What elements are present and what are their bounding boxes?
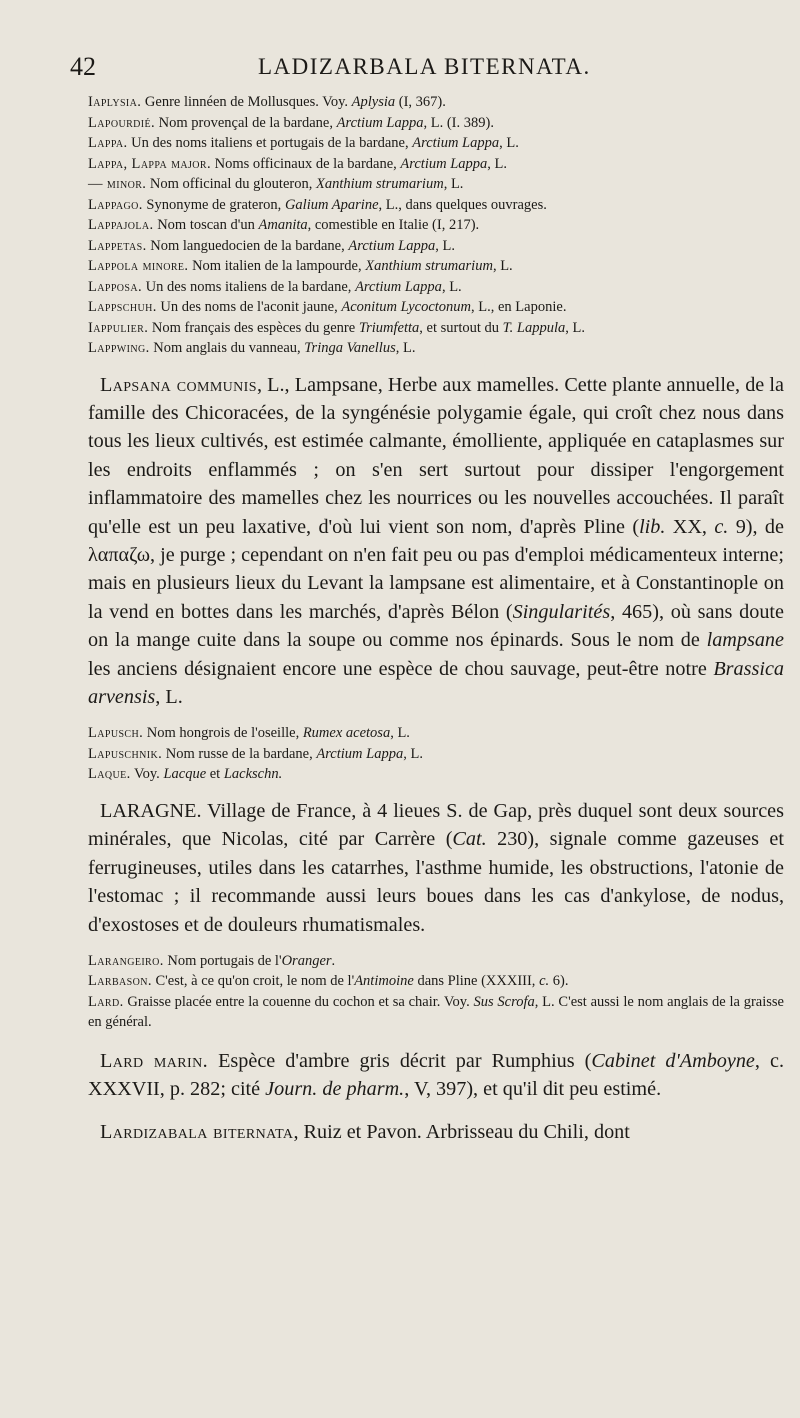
dictionary-entry: Lapusch. Nom hongrois de l'oseille, Rumex acetosa, L. — [88, 725, 410, 742]
entry-headword: — minor. — [88, 176, 147, 192]
dictionary-entry: Laque. Voy. Lacque et Lackschn. — [88, 766, 283, 783]
lardizabala-entry: Lardizabala biternata, Ruiz et Pavon. Arbrisseau du Chili, dont — [100, 1120, 630, 1143]
dictionary-entry: Lapuschnik. Nom russe de la bardane, Arctium Lappa, L. — [88, 745, 423, 762]
entry-headword: Lappwing. — [88, 340, 150, 356]
page-content — [88, 92, 784, 1146]
entry-headword: Lardizabala biternata — [100, 1120, 294, 1143]
entry-headword: Larangeiro. — [88, 952, 164, 969]
dictionary-entry: Lappetas. Nom languedocien de la bardane, Arctium Lappa, L. — [88, 237, 455, 254]
dictionary-entry: Lappschuh. Un des noms de l'aconit jaune, Aconitum Lycoctonum, L., en Laponie. — [88, 299, 567, 315]
entry-headword: Iaplysia. — [88, 94, 142, 110]
entry-headword: Lard. — [88, 993, 124, 1010]
entry-headword: Lapusch. — [88, 725, 144, 742]
dictionary-entry: — minor. Nom officinal du glouteron, Xanthium strumarium, L. — [88, 176, 464, 192]
dictionary-entry: Lapposa. Un des noms italiens de la bardane, Arctium Lappa, L. — [88, 278, 462, 295]
lapsana-entry: Lapsana communis, L., Lampsane, Herbe aux mamelles. Cette plante annuelle, de la famille des Chicoracées, de la syngénésie polygamie égale, qui croît chez nous dans tous les lieux cultivés, est estimée calmante, émolliente, appliquée en cataplasmes sur les endroits enflammés ; on s'en sert surtout pour dissiper l'engorgement inflammatoire des mamelles chez les nourrices ou les nouvelles accouchées. Il paraît qu'elle est un peu laxative, d'où lui vient son nom, d'après Pline (lib. XX, c. 9), de λαπαζω, je purge ; cependant on n'en fait peu ou pas d'emploi médicamenteux interne; mais en plusieurs lieux du Levant la lampsane est alimentaire, et à Constantinople on la vend en bottes dans les marchés, d'après Bélon (Singularités, 465), où sans doute on la mange cuite dans la soupe ou comme nos épinards. Sous le nom de lampsane les anciens désignaient encore une espèce de chou sauvage, peut-être notre Brassica arvensis, L. — [88, 373, 784, 708]
dictionary-entry: Larbason. C'est, à ce qu'on croit, le nom de l'Antimoine dans Pline (XXXIII, c. 6). — [88, 973, 569, 990]
entry-headword: Lapourdié. — [88, 114, 156, 131]
entry-headword: Lapsana communis — [100, 373, 257, 396]
laragne-entry: LARAGNE. Village de France, à 4 lieues S. de Gap, près duquel sont deux sources minérales, que Nicolas, cité par Carrère (Cat. 230), signale comme gazeuses et ferrugineuses, utiles dans les catarrhes, l'asthme humide, les obstructions, l'atonie de l'estomac ; il recommande aussi leurs boues dans les cas d'ankylose, de nodus, d'exostoses et de douleurs rhumatismales. — [88, 799, 785, 936]
entries-mid — [88, 723, 784, 785]
page-number: 42 — [70, 52, 96, 81]
dictionary-entry: Lappajola. Nom toscan d'un Amanita, comestible en Italie (I, 217). — [88, 217, 480, 233]
running-title: LADIZARBALA BITERNATA. — [258, 54, 591, 79]
entry-headword: Lappetas. — [88, 237, 147, 254]
dictionary-entry: Lard. Graisse placée entre la couenne du cochon et sa chair. Voy. Sus Scrofa, L. C'est aussi le nom anglais de la graisse en général. — [88, 993, 784, 1031]
dictionary-entry: Lapourdié. Nom provençal de la bardane, Arctium Lappa, L. (I. 389). — [88, 114, 494, 131]
entry-headword: Lard marin. — [100, 1049, 209, 1072]
entry-headword: Lapposa. — [88, 278, 143, 295]
entry-headword: Lappschuh. — [88, 299, 157, 315]
entry-headword: Iappulier. — [88, 319, 149, 336]
entry-headword: Lappajola. — [88, 217, 154, 233]
entry-headword: Laque. — [88, 766, 131, 783]
dictionary-entry: Lappago. Synonyme de grateron, Galium Aparine, L., dans quelques ouvrages. — [88, 196, 547, 213]
entry-headword: Lappola minore. — [88, 258, 189, 274]
entry-headword: Lapuschnik. — [88, 745, 163, 762]
entries-top — [88, 92, 784, 359]
dictionary-entry: Lappa, Lappa major. Noms officinaux de la bardane, Arctium Lappa, L. — [88, 155, 508, 172]
dictionary-entry: Iaplysia. Genre linnéen de Mollusques. Voy. Aplysia (I, 367). — [88, 94, 446, 110]
entries-bottom — [88, 951, 784, 1033]
dictionary-entry: Larangeiro. Nom portugais de l'Oranger. — [88, 952, 336, 969]
entry-headword: LARAGNE. — [100, 799, 202, 822]
entry-headword: Lappa. — [88, 135, 128, 151]
lard-marin-entry: Lard marin. Espèce d'ambre gris décrit par Rumphius (Cabinet d'Amboyne, c. XXXVII, p. 282; cité Journ. de pharm., V, 397), et qu'il dit peu estimé. — [88, 1049, 784, 1101]
dictionary-entry: Lappwing. Nom anglais du vanneau, Tringa Vanellus, L. — [88, 340, 416, 356]
dictionary-entry: Lappola minore. Nom italien de la lampourde, Xanthium strumarium, L. — [88, 258, 513, 274]
entry-headword: Lappa, Lappa major. — [88, 155, 212, 172]
dictionary-entry: Lappa. Un des noms italiens et portugais de la bardane, Arctium Lappa, L. — [88, 135, 519, 151]
entry-headword: Larbason. — [88, 973, 152, 990]
entry-headword: Lappago. — [88, 196, 143, 213]
dictionary-entry: Iappulier. Nom français des espèces du genre Triumfetta, et surtout du T. Lappula, L. — [88, 319, 585, 336]
page-header — [70, 52, 790, 92]
